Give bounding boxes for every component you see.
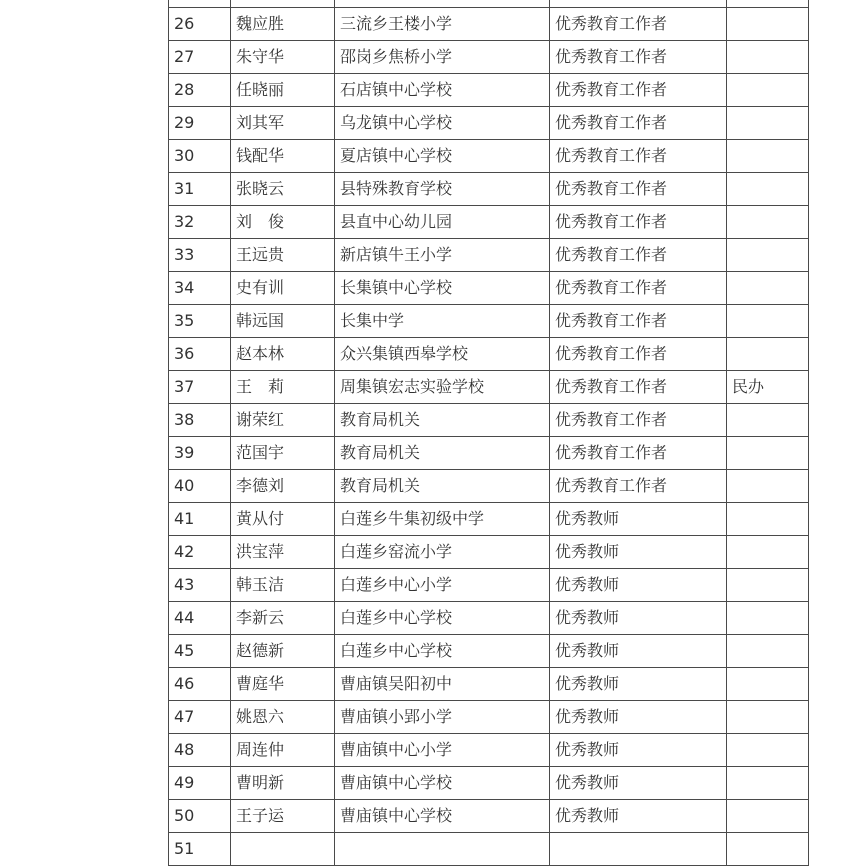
- cell-honor-title: 优秀教师: [550, 668, 727, 701]
- table-row: [169, 470, 809, 503]
- cell-remark: [727, 800, 809, 833]
- cell-remark: [727, 701, 809, 734]
- cell-name: 史有训: [231, 272, 335, 305]
- cell-honor-title: 优秀教育工作者: [550, 140, 727, 173]
- cell-name: 黄从付: [231, 503, 335, 536]
- table-row: [169, 800, 809, 833]
- cell-name: 韩玉洁: [231, 569, 335, 602]
- cell-number: 33: [169, 239, 231, 272]
- table-row: [169, 569, 809, 602]
- table-row: [169, 8, 809, 41]
- cell-unit: 新店镇牛王小学: [335, 239, 550, 272]
- cell-unit: 白莲乡中心学校: [335, 602, 550, 635]
- cell-number: 43: [169, 569, 231, 602]
- cell-unit: 县直中心幼儿园: [335, 206, 550, 239]
- cell-remark: [727, 536, 809, 569]
- cell-unit: 白莲乡中心小学: [335, 569, 550, 602]
- cell-number: 37: [169, 371, 231, 404]
- table-row: [169, 74, 809, 107]
- cell-number: 36: [169, 338, 231, 371]
- cell-unit: 白莲乡窑流小学: [335, 536, 550, 569]
- cell-honor-title: 优秀教育工作者: [550, 437, 727, 470]
- cell-honor-title: 优秀教育工作者: [550, 239, 727, 272]
- table-row: [169, 371, 809, 404]
- cell-name: 韩远国: [231, 305, 335, 338]
- cell-honor-title: [550, 833, 727, 866]
- cell-unit: 县特殊教育学校: [335, 173, 550, 206]
- cell-remark: [727, 272, 809, 305]
- cell-name: 曹明新: [231, 767, 335, 800]
- table-body: [169, 0, 809, 866]
- cell-unit: 曹庙镇小郢小学: [335, 701, 550, 734]
- table-row: [169, 503, 809, 536]
- cell-remark: [727, 338, 809, 371]
- cell-unit: 曹庙镇中心小学: [335, 734, 550, 767]
- cell-number: 27: [169, 41, 231, 74]
- cell-name: 刘其军: [231, 107, 335, 140]
- cell-remark: [727, 767, 809, 800]
- cell-remark: [727, 602, 809, 635]
- cell-remark: [727, 173, 809, 206]
- cell-honor-title: 优秀教育工作者: [550, 338, 727, 371]
- cell-name: 姚恩六: [231, 701, 335, 734]
- cell-unit: 白莲乡牛集初级中学: [335, 503, 550, 536]
- cell-unit: 石店镇中心学校: [335, 74, 550, 107]
- cell-honor-title: 优秀教育工作者: [550, 371, 727, 404]
- cell-remark: [727, 0, 809, 8]
- cell-unit: 长集镇中心学校: [335, 272, 550, 305]
- cell-unit: 教育局机关: [335, 404, 550, 437]
- cell-honor-title: 优秀教师: [550, 602, 727, 635]
- cell-name: [231, 0, 335, 8]
- cell-honor-title: 优秀教育工作者: [550, 41, 727, 74]
- cell-unit: 周集镇宏志实验学校: [335, 371, 550, 404]
- cell-honor-title: 优秀教育工作者: [550, 74, 727, 107]
- cell-honor-title: 优秀教育工作者: [550, 173, 727, 206]
- cell-remark: [727, 8, 809, 41]
- cell-remark: [727, 833, 809, 866]
- cell-number: 50: [169, 800, 231, 833]
- cell-number: 40: [169, 470, 231, 503]
- table-row: [169, 404, 809, 437]
- cell-number: 46: [169, 668, 231, 701]
- table-row: [169, 602, 809, 635]
- cell-unit: 三流乡王楼小学: [335, 8, 550, 41]
- cell-name: 李德刘: [231, 470, 335, 503]
- cell-honor-title: 优秀教育工作者: [550, 470, 727, 503]
- cell-unit: 白莲乡中心学校: [335, 635, 550, 668]
- cell-unit: [335, 833, 550, 866]
- cell-number: 45: [169, 635, 231, 668]
- cell-honor-title: 优秀教育工作者: [550, 272, 727, 305]
- cell-name: 李新云: [231, 602, 335, 635]
- table-row: [169, 767, 809, 800]
- cell-number: [169, 0, 231, 8]
- table-row: [169, 206, 809, 239]
- table-row: [169, 668, 809, 701]
- cell-remark: [727, 239, 809, 272]
- cell-name: 朱守华: [231, 41, 335, 74]
- cell-name: [231, 833, 335, 866]
- cell-remark: [727, 305, 809, 338]
- cell-number: 42: [169, 536, 231, 569]
- cell-remark: [727, 206, 809, 239]
- cell-honor-title: 优秀教师: [550, 635, 727, 668]
- cell-unit: 邵岗乡焦桥小学: [335, 41, 550, 74]
- table-row: [169, 305, 809, 338]
- cell-honor-title: 优秀教育工作者: [550, 404, 727, 437]
- cell-name: 洪宝萍: [231, 536, 335, 569]
- cell-number: 28: [169, 74, 231, 107]
- cell-name: 王 莉: [231, 371, 335, 404]
- cell-honor-title: 优秀教育工作者: [550, 8, 727, 41]
- cell-honor-title: [550, 0, 727, 8]
- cell-remark: [727, 503, 809, 536]
- cell-name: 任晓丽: [231, 74, 335, 107]
- cell-number: 34: [169, 272, 231, 305]
- cell-number: 49: [169, 767, 231, 800]
- cell-unit: 曹庙镇吴阳初中: [335, 668, 550, 701]
- table-row: [169, 701, 809, 734]
- cell-number: 26: [169, 8, 231, 41]
- cell-remark: [727, 635, 809, 668]
- cell-name: 刘 俊: [231, 206, 335, 239]
- cell-remark: [727, 437, 809, 470]
- cell-remark: [727, 734, 809, 767]
- cell-honor-title: 优秀教师: [550, 503, 727, 536]
- honor-list-table: [168, 0, 809, 866]
- cell-remark: [727, 41, 809, 74]
- honor-list-table-container: [168, 0, 809, 866]
- cell-name: 谢荣红: [231, 404, 335, 437]
- cell-remark: [727, 107, 809, 140]
- cell-honor-title: 优秀教师: [550, 701, 727, 734]
- cell-number: 31: [169, 173, 231, 206]
- cell-number: 35: [169, 305, 231, 338]
- cell-honor-title: 优秀教师: [550, 734, 727, 767]
- cell-number: 51: [169, 833, 231, 866]
- cell-number: 47: [169, 701, 231, 734]
- cell-honor-title: 优秀教育工作者: [550, 305, 727, 338]
- cell-honor-title: 优秀教师: [550, 800, 727, 833]
- table-row: [169, 734, 809, 767]
- cell-remark: [727, 404, 809, 437]
- table-row: [169, 338, 809, 371]
- cell-name: 赵本林: [231, 338, 335, 371]
- cell-name: 周连仲: [231, 734, 335, 767]
- cell-number: 38: [169, 404, 231, 437]
- cell-number: 48: [169, 734, 231, 767]
- cell-remark: [727, 74, 809, 107]
- cell-name: 钱配华: [231, 140, 335, 173]
- cell-honor-title: 优秀教师: [550, 536, 727, 569]
- table-row: [169, 0, 809, 8]
- cell-name: 赵德新: [231, 635, 335, 668]
- cell-unit: 夏店镇中心学校: [335, 140, 550, 173]
- table-row: [169, 41, 809, 74]
- cell-unit: 曹庙镇中心学校: [335, 800, 550, 833]
- table-row: [169, 107, 809, 140]
- table-row: [169, 536, 809, 569]
- cell-unit: 教育局机关: [335, 470, 550, 503]
- cell-name: 王远贵: [231, 239, 335, 272]
- cell-name: 王子运: [231, 800, 335, 833]
- cell-number: 29: [169, 107, 231, 140]
- cell-honor-title: 优秀教育工作者: [550, 206, 727, 239]
- cell-number: 30: [169, 140, 231, 173]
- cell-remark: [727, 569, 809, 602]
- table-row: [169, 437, 809, 470]
- cell-unit: [335, 0, 550, 8]
- cell-name: 张晓云: [231, 173, 335, 206]
- cell-number: 41: [169, 503, 231, 536]
- cell-name: 范国宇: [231, 437, 335, 470]
- cell-unit: 乌龙镇中心学校: [335, 107, 550, 140]
- table-row: [169, 140, 809, 173]
- cell-unit: 曹庙镇中心学校: [335, 767, 550, 800]
- cell-number: 39: [169, 437, 231, 470]
- table-row: [169, 272, 809, 305]
- cell-unit: 众兴集镇西皋学校: [335, 338, 550, 371]
- cell-remark: [727, 470, 809, 503]
- cell-name: 曹庭华: [231, 668, 335, 701]
- table-row: [169, 833, 809, 866]
- cell-remark: [727, 140, 809, 173]
- table-row: [169, 173, 809, 206]
- cell-remark: 民办: [727, 371, 809, 404]
- cell-number: 44: [169, 602, 231, 635]
- cell-unit: 长集中学: [335, 305, 550, 338]
- cell-honor-title: 优秀教师: [550, 767, 727, 800]
- cell-name: 魏应胜: [231, 8, 335, 41]
- table-row: [169, 239, 809, 272]
- cell-number: 32: [169, 206, 231, 239]
- cell-unit: 教育局机关: [335, 437, 550, 470]
- table-row: [169, 635, 809, 668]
- cell-remark: [727, 668, 809, 701]
- cell-honor-title: 优秀教育工作者: [550, 107, 727, 140]
- cell-honor-title: 优秀教师: [550, 569, 727, 602]
